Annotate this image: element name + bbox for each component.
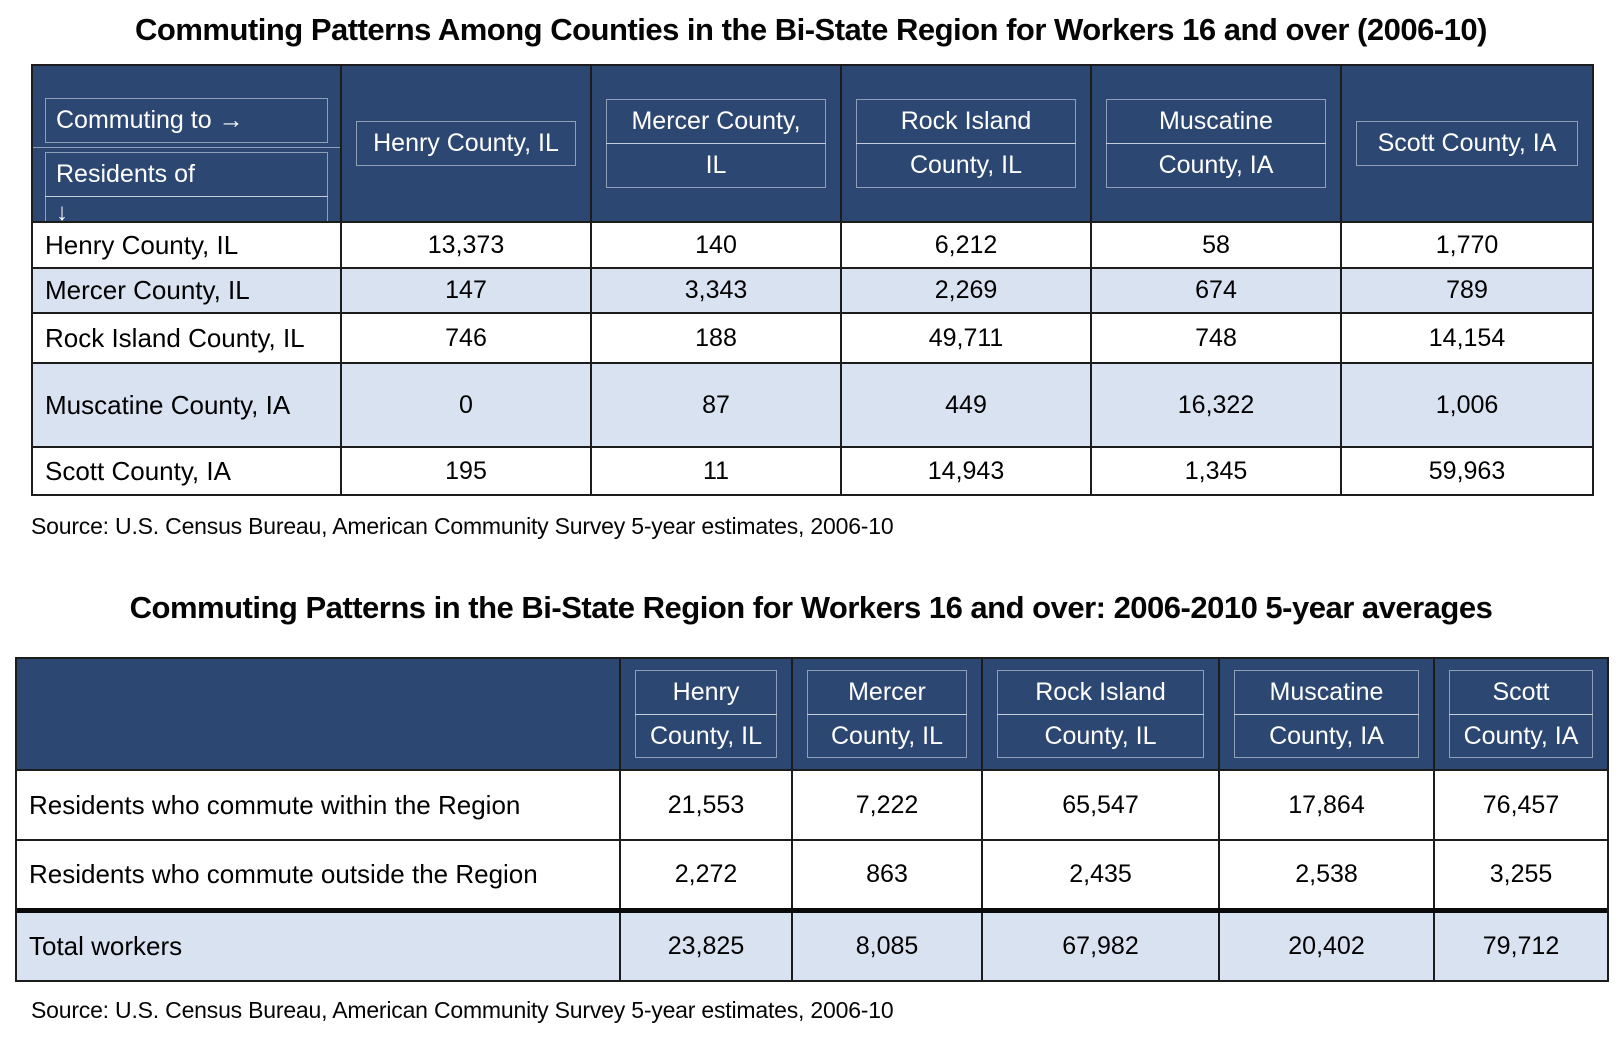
- col-header-line: Scott County, IA: [1356, 121, 1578, 166]
- table1-col-header-rock-island: [840, 66, 1090, 221]
- row-label: Scott County, IA: [45, 455, 231, 486]
- data-cell: 1,006: [1340, 364, 1592, 446]
- data-cell: 14,943: [840, 448, 1090, 494]
- row-label: Total workers: [17, 913, 619, 980]
- col-header-line: County, IA: [1106, 143, 1326, 188]
- down-arrow-icon: ↓: [45, 196, 328, 222]
- page-title-table1: Commuting Patterns Among Counties in the Bi-State Region for Workers 16 and over (2006-10): [135, 12, 1487, 47]
- col-header-line: County, IA: [1234, 714, 1419, 759]
- source-note-table2: Source: U.S. Census Bureau, American Community Survey 5-year estimates, 2006-10: [31, 997, 894, 1023]
- data-cell: 17,864: [1218, 771, 1433, 839]
- table2: [15, 657, 1609, 982]
- data-cell: 449: [840, 364, 1090, 446]
- table2-header-row: [17, 659, 1607, 769]
- data-cell: 0: [340, 364, 590, 446]
- table1-row-scott: [33, 446, 1592, 494]
- corner-commuting-to-label: [45, 98, 328, 143]
- data-cell: 674: [1090, 269, 1340, 312]
- row-label: Rock Island County, IL: [45, 322, 305, 353]
- data-cell: 11: [590, 448, 840, 494]
- table1-corner-header: [33, 66, 340, 221]
- table2-corner-header-empty: [17, 659, 619, 769]
- table1-col-header-henry: [340, 66, 590, 221]
- data-cell: 1,345: [1090, 448, 1340, 494]
- data-cell: 76,457: [1433, 771, 1607, 839]
- table1-row-muscatine: [33, 362, 1592, 446]
- table1-header-row: [33, 66, 1592, 221]
- table1-col-header-scott: [1340, 66, 1592, 221]
- data-cell: 140: [590, 223, 840, 267]
- data-cell: 65,547: [981, 771, 1218, 839]
- row-label: Muscatine County, IA: [33, 364, 340, 446]
- table1-row-rock-island: [33, 312, 1592, 362]
- table2-col-header-scott: [1433, 659, 1607, 769]
- data-cell: 49,711: [840, 314, 1090, 362]
- col-header-line: Mercer County,: [606, 99, 826, 144]
- col-header-line: Rock Island: [997, 670, 1204, 715]
- data-cell: 67,982: [981, 913, 1218, 980]
- data-cell: 21,553: [619, 771, 791, 839]
- page-title-table2: Commuting Patterns in the Bi-State Region for Workers 16 and over: 2006-2010 5-year averages: [129, 590, 1493, 625]
- table1-col-header-muscatine: [1090, 66, 1340, 221]
- corner-residents-of-label: Residents of: [45, 152, 328, 197]
- data-cell: 2,272: [619, 841, 791, 908]
- data-cell: 748: [1090, 314, 1340, 362]
- data-cell: 147: [340, 269, 590, 312]
- data-cell: 23,825: [619, 913, 791, 980]
- table1-row-henry: [33, 221, 1592, 267]
- data-cell: 13,373: [340, 223, 590, 267]
- data-cell: 2,538: [1218, 841, 1433, 908]
- data-cell: 16,322: [1090, 364, 1340, 446]
- table1-col-header-mercer: [590, 66, 840, 221]
- row-label: Mercer County, IL: [33, 269, 340, 312]
- col-header-line: County, IL: [635, 714, 777, 759]
- data-cell: 188: [590, 314, 840, 362]
- right-arrow-icon: →: [218, 106, 244, 134]
- data-cell: 1,770: [1340, 223, 1592, 267]
- col-header-line: Muscatine: [1106, 99, 1326, 144]
- col-header-line: IL: [606, 143, 826, 188]
- table2-row-outside-region: [17, 839, 1607, 908]
- table2-col-header-henry: [619, 659, 791, 769]
- row-label: Henry County, IL: [45, 229, 239, 260]
- data-cell: 79,712: [1433, 913, 1607, 980]
- corner-divider: [33, 147, 340, 148]
- col-header-line: Henry: [635, 670, 777, 715]
- data-cell: 2,269: [840, 269, 1090, 312]
- col-header-line: Muscatine: [1234, 670, 1419, 715]
- col-header-line: County, IL: [856, 143, 1076, 188]
- col-header-line: Rock Island: [856, 99, 1076, 144]
- table2-row-within-region: [17, 769, 1607, 839]
- commuting-to-text: Commuting to: [56, 106, 212, 134]
- row-label: Residents who commute outside the Region: [29, 859, 538, 889]
- data-cell: 59,963: [1340, 448, 1592, 494]
- data-cell: 6,212: [840, 223, 1090, 267]
- data-cell: 58: [1090, 223, 1340, 267]
- table2-col-header-rock-island: [981, 659, 1218, 769]
- data-cell: 863: [791, 841, 981, 908]
- col-header-line: County, IL: [807, 714, 967, 759]
- col-header-line: County, IL: [997, 714, 1204, 759]
- data-cell: 2,435: [981, 841, 1218, 908]
- data-cell: 87: [590, 364, 840, 446]
- col-header-line: Henry County, IL: [356, 121, 576, 166]
- data-cell: 3,343: [590, 269, 840, 312]
- source-note-table1: Source: U.S. Census Bureau, American Community Survey 5-year estimates, 2006-10: [31, 513, 894, 539]
- data-cell: 3,255: [1433, 841, 1607, 908]
- data-cell: 8,085: [791, 913, 981, 980]
- data-cell: 14,154: [1340, 314, 1592, 362]
- col-header-line: County, IA: [1449, 714, 1593, 759]
- table1: [31, 64, 1594, 496]
- data-cell: 20,402: [1218, 913, 1433, 980]
- data-cell: 746: [340, 314, 590, 362]
- data-cell: 7,222: [791, 771, 981, 839]
- table2-row-total-workers: [17, 908, 1607, 980]
- col-header-line: Mercer: [807, 670, 967, 715]
- data-cell: 789: [1340, 269, 1592, 312]
- row-label: Residents who commute within the Region: [29, 789, 521, 820]
- data-cell: 195: [340, 448, 590, 494]
- table2-col-header-mercer: [791, 659, 981, 769]
- col-header-line: Scott: [1449, 670, 1593, 715]
- table1-row-mercer: [33, 267, 1592, 312]
- table2-col-header-muscatine: [1218, 659, 1433, 769]
